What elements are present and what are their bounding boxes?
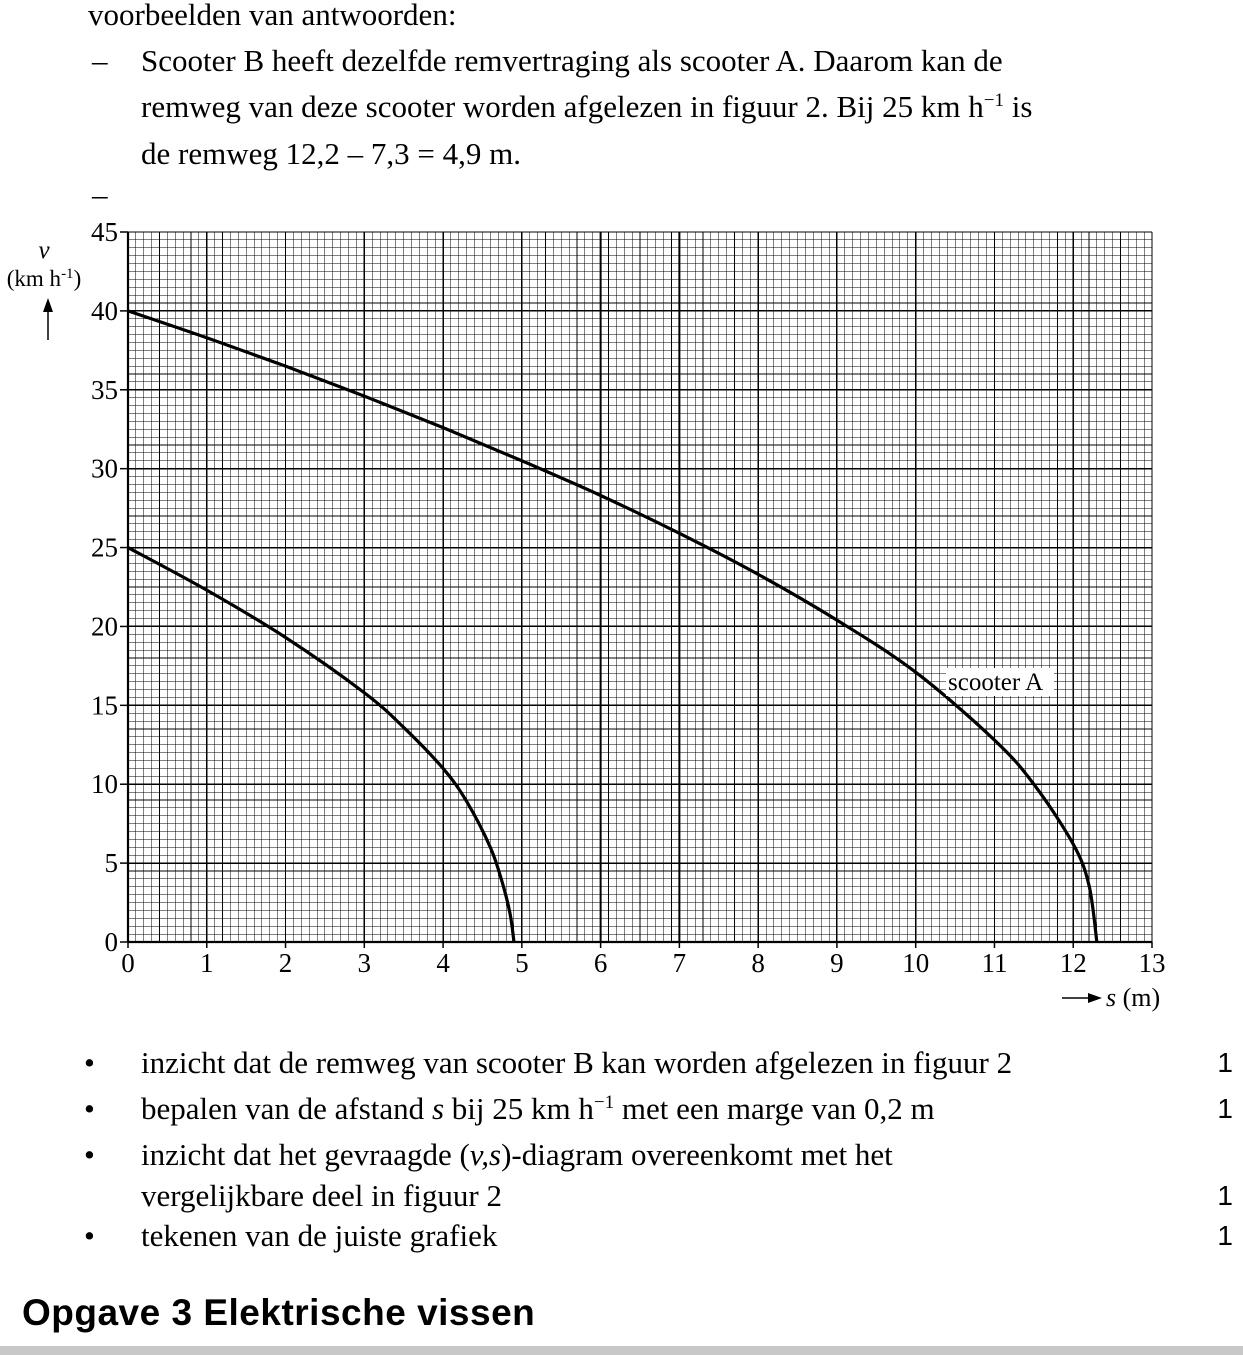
x-axis-label: s (m) <box>1106 983 1161 1012</box>
criterion-text-b: bij 25 km h <box>444 1091 594 1126</box>
criterion-text: tekenen van de juiste grafiek <box>141 1218 498 1253</box>
x-tick-label: 10 <box>902 948 930 978</box>
x-tick-label: 6 <box>593 948 608 978</box>
unit-exponent: −1 <box>983 90 1004 111</box>
criterion-symbol: v,s <box>469 1137 502 1172</box>
bullet: • <box>84 1137 95 1172</box>
points-value: 1 <box>1217 1220 1233 1251</box>
x-tick-label: 7 <box>672 948 687 978</box>
answer-line-2-end: is <box>1003 89 1033 124</box>
y-axis-arrow-head <box>43 298 53 312</box>
y-tick-label: 45 <box>91 217 118 247</box>
criterion-text-a: bepalen van de afstand <box>141 1091 432 1126</box>
dash-marker-2: – <box>92 177 108 212</box>
criterion-text <box>141 1086 935 1132</box>
y-tick-label: 15 <box>91 690 118 721</box>
dash-marker: – <box>92 43 108 78</box>
chart-svg <box>0 200 1243 1030</box>
answer-line-2 <box>141 84 1032 130</box>
criterion-text-line2: vergelijkbare deel in figuur 2 <box>141 1178 502 1213</box>
x-tick-label: 5 <box>515 948 529 978</box>
criterion-text <box>141 1132 893 1178</box>
velocity-distance-chart <box>0 200 1243 1030</box>
x-tick-label: 12 <box>1059 948 1087 978</box>
y-tick-label: 10 <box>91 769 118 800</box>
x-tick-label: 8 <box>751 948 765 978</box>
x-tick-label: 11 <box>981 948 1008 978</box>
bullet: • <box>84 1218 95 1253</box>
bullet: • <box>84 1045 95 1080</box>
page-bottom-bar <box>0 1346 1243 1355</box>
x-tick-label: 9 <box>830 948 844 978</box>
x-tick-label: 3 <box>357 948 372 978</box>
y-tick-label: 20 <box>91 611 118 642</box>
criterion-text: inzicht dat de remweg van scooter B kan worden afgelezen in figuur 2 <box>141 1045 1013 1080</box>
y-tick-label: 0 <box>104 927 118 957</box>
x-tick-label: 4 <box>436 948 450 978</box>
x-tick-label: 1 <box>200 948 214 978</box>
answer-line-1: Scooter B heeft dezelfde remvertraging als scooter A. Daarom kan de <box>141 43 1003 78</box>
answer-line-2-text: remweg van deze scooter worden afgelezen in figuur 2. Bij 25 km h <box>141 89 984 124</box>
y-tick-label: 30 <box>91 453 118 484</box>
unit-exponent: −1 <box>593 1092 615 1113</box>
bullet: • <box>84 1091 95 1126</box>
y-tick-label: 25 <box>91 532 118 563</box>
points-value: 1 <box>1217 1093 1233 1124</box>
criterion-text-a: inzicht dat het gevraagde ( <box>141 1137 470 1172</box>
y-tick-label: 35 <box>91 374 118 405</box>
x-tick-label: 0 <box>121 948 135 978</box>
x-tick-label: 13 <box>1138 948 1166 978</box>
tick-labels <box>91 217 1166 978</box>
y-tick-label: 5 <box>104 848 118 879</box>
intro-heading: voorbeelden van antwoorden: <box>88 0 457 32</box>
series-annotation-scooter-a: scooter A <box>948 669 1044 696</box>
x-tick-label: 2 <box>278 948 293 978</box>
points-value: 1 <box>1217 1180 1233 1211</box>
axis-labels <box>7 237 1160 1012</box>
points-value: 1 <box>1217 1047 1233 1078</box>
axes <box>120 232 1152 948</box>
y-axis-symbol: v <box>38 237 50 264</box>
criterion-text-b: )-diagram overeenkomt met het <box>501 1137 893 1172</box>
y-axis-unit: (km $h^{-1}$) <box>6 266 82 291</box>
minor-grid <box>128 232 1152 942</box>
x-axis-arrow-head <box>1088 993 1102 1003</box>
criterion-text-c: met een marge van 0,2 m <box>614 1091 935 1126</box>
y-tick-label: 40 <box>91 295 118 326</box>
section-title: Opgave 3 Elektrische vissen <box>22 1292 536 1333</box>
answer-line-3: de remweg 12,2 – 7,3 = 4,9 m. <box>141 136 521 171</box>
criterion-symbol: s <box>431 1091 445 1126</box>
